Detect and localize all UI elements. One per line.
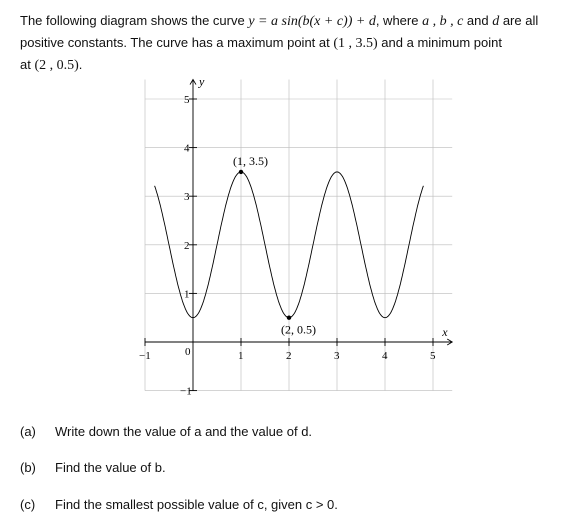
y-tick-label: 3 [184,191,190,204]
x-tick-label: 2 [286,350,292,362]
x-axis-label: x [442,325,448,339]
intro-text-4: positive constants. The curve has a maximum point at [20,35,334,50]
part-a-label: (a) [20,424,36,439]
y-tick-label: 4 [184,142,190,155]
y-axis-label: y [199,74,205,89]
y-tick-label: −1 [180,385,192,398]
x-tick-label: 4 [382,350,388,362]
part-b-label: (b) [20,460,36,475]
graph-grid [145,80,452,391]
min-point-text: (2 , 0.5) [34,58,79,73]
curve-equation: y = a sin(b(x + c)) + d [248,14,376,29]
origin-label: 0 [185,346,191,358]
part-c-text: Find the smallest possible value of c, given c > 0. [55,497,338,512]
part-b-text: Find the value of b. [55,460,166,475]
intro-text-1: The following diagram shows the curve [20,13,249,28]
x-tick-label: −1 [139,350,151,362]
intro-and: and [463,13,493,28]
y-tick-label: 1 [184,288,190,301]
x-tick-label: 3 [334,350,340,362]
graph-axes [145,80,452,391]
intro-text-7: . [78,57,83,72]
minimum-point-marker [287,316,291,320]
intro-text-6: at [20,57,35,72]
intro-text-3: are all [499,13,539,28]
maximum-point-marker [239,170,243,174]
part-a [20,424,312,439]
constant-d: d [492,14,500,29]
part-c-label: (c) [20,497,36,512]
maximum-point-label: (1, 3.5) [233,153,268,168]
x-tick-label: 5 [430,350,436,362]
x-tick-label: 1 [238,350,244,362]
part-b [20,460,166,475]
part-c [20,497,338,512]
graph-tick-labels [139,94,436,398]
constants-list: a , b , c [422,14,464,29]
minimum-point-label: (2, 0.5) [281,322,316,337]
y-tick-label: 2 [184,239,190,252]
part-a-text: Write down the value of a and the value of d. [55,424,313,439]
intro-text-2: , where [375,13,423,28]
max-point-text: (1 , 3.5) [333,36,378,51]
intro-text-5: and a minimum point [377,35,502,50]
y-tick-label: 5 [184,94,190,106]
